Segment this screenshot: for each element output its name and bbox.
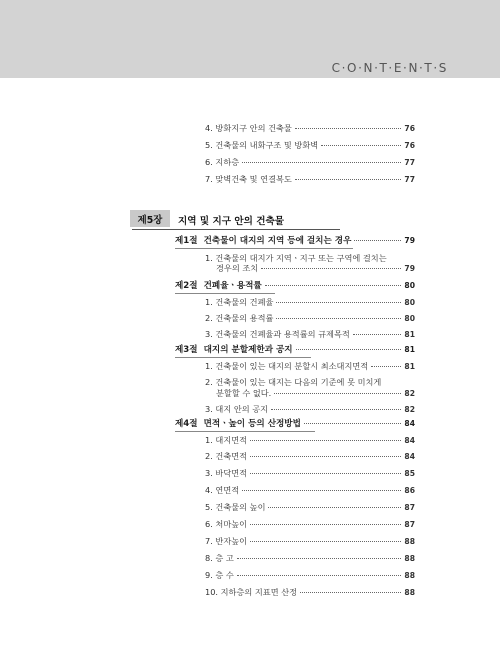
item-label: 건축물의 건폐율 bbox=[215, 297, 274, 307]
section-divider bbox=[175, 293, 275, 294]
item-number: 10. bbox=[205, 587, 219, 597]
item-page: 84 bbox=[404, 436, 415, 445]
item-page: 76 bbox=[404, 124, 415, 133]
item-number: 2. bbox=[205, 377, 213, 387]
item-label: 지하층 bbox=[215, 157, 240, 167]
item-label: 층 고 bbox=[215, 553, 234, 563]
section-page: 79 bbox=[404, 236, 415, 245]
section-divider bbox=[175, 431, 315, 432]
section-page: 84 bbox=[404, 419, 415, 428]
toc-item[interactable] bbox=[205, 519, 415, 530]
toc-item[interactable] bbox=[205, 570, 415, 581]
section-divider bbox=[175, 248, 353, 249]
chapter-heading[interactable] bbox=[130, 210, 340, 228]
leader-dots bbox=[237, 558, 402, 559]
item-number: 2. bbox=[205, 451, 213, 461]
leader-dots bbox=[237, 575, 402, 576]
item-label: 건축물의 내화구조 및 방화벽 bbox=[215, 140, 319, 150]
item-page: 88 bbox=[404, 554, 415, 563]
item-label: 건축면적 bbox=[215, 451, 248, 461]
item-number: 5. bbox=[205, 502, 213, 512]
leader-dots bbox=[242, 490, 401, 491]
leader-dots bbox=[295, 179, 402, 180]
toc-item[interactable] bbox=[205, 140, 415, 151]
item-page: 77 bbox=[404, 158, 415, 167]
item-page: 76 bbox=[404, 141, 415, 150]
item-page: 84 bbox=[404, 452, 415, 461]
item-page: 82 bbox=[404, 405, 415, 414]
toc-section[interactable] bbox=[175, 236, 415, 246]
item-number: 1. bbox=[205, 361, 213, 371]
leader-dots bbox=[321, 145, 401, 146]
item-page: 86 bbox=[404, 486, 415, 495]
section-title: 면적ㆍ높이 등의 산정방법 bbox=[203, 419, 301, 429]
toc-item[interactable] bbox=[205, 297, 415, 308]
chapter-divider bbox=[132, 229, 340, 230]
toc-item[interactable] bbox=[216, 388, 415, 399]
item-number: 5. bbox=[205, 140, 213, 150]
item-label: 방화지구 안의 건축물 bbox=[215, 123, 292, 133]
toc-section[interactable] bbox=[175, 419, 415, 429]
toc-item[interactable] bbox=[205, 587, 415, 598]
item-page: 88 bbox=[404, 571, 415, 580]
item-label-continued: 분할할 수 없다. bbox=[216, 388, 272, 398]
item-label: 바닥면적 bbox=[215, 468, 248, 478]
item-label: 건축물의 높이 bbox=[215, 502, 266, 512]
item-page: 88 bbox=[404, 588, 415, 597]
leader-dots bbox=[300, 592, 401, 593]
item-label: 층 수 bbox=[215, 570, 234, 580]
item-number: 1. bbox=[205, 253, 213, 263]
toc-section[interactable] bbox=[175, 345, 415, 355]
leader-dots bbox=[276, 302, 401, 303]
toc-item[interactable] bbox=[205, 157, 415, 168]
toc-item[interactable] bbox=[205, 451, 415, 462]
section-title: 건폐율ㆍ용적률 bbox=[203, 281, 262, 291]
toc-section[interactable] bbox=[175, 281, 415, 291]
chapter-number: 제5장 bbox=[130, 210, 170, 227]
item-number: 3. bbox=[205, 329, 213, 339]
item-page: 77 bbox=[404, 175, 415, 184]
item-number: 7. bbox=[205, 536, 213, 546]
item-page: 82 bbox=[404, 389, 415, 398]
item-number: 4. bbox=[205, 485, 213, 495]
toc-item[interactable] bbox=[205, 329, 415, 340]
section-page: 81 bbox=[404, 345, 415, 354]
item-number: 9. bbox=[205, 570, 213, 580]
item-page: 81 bbox=[404, 362, 415, 371]
toc-item-line[interactable] bbox=[205, 377, 381, 387]
item-label: 반자높이 bbox=[215, 536, 248, 546]
toc-item[interactable] bbox=[205, 553, 415, 564]
leader-dots bbox=[261, 268, 401, 269]
section-divider bbox=[175, 357, 311, 358]
item-number: 4. bbox=[205, 123, 213, 133]
item-number: 8. bbox=[205, 553, 213, 563]
leader-dots bbox=[250, 541, 401, 542]
toc-item[interactable] bbox=[205, 485, 415, 496]
leader-dots bbox=[250, 473, 401, 474]
section-number: 제2절 bbox=[175, 281, 198, 291]
item-label: 맞벽건축 및 연결복도 bbox=[215, 174, 292, 184]
leader-dots bbox=[354, 240, 401, 241]
item-page: 88 bbox=[404, 537, 415, 546]
section-number: 제4절 bbox=[175, 419, 198, 429]
item-label: 처마높이 bbox=[215, 519, 248, 529]
item-label: 건축물의 용적률 bbox=[215, 313, 274, 323]
leader-dots bbox=[371, 366, 401, 367]
toc-item[interactable] bbox=[205, 468, 415, 479]
toc-item[interactable] bbox=[205, 313, 415, 324]
item-label: 건축물이 있는 대지의 분할시 최소대지면적 bbox=[215, 361, 369, 371]
leader-dots bbox=[250, 456, 401, 457]
item-label: 지하층의 지표면 산정 bbox=[220, 587, 298, 597]
toc-item[interactable] bbox=[205, 502, 415, 513]
toc-item[interactable] bbox=[205, 435, 415, 446]
item-page: 87 bbox=[404, 520, 415, 529]
leader-dots bbox=[304, 423, 402, 424]
leader-dots bbox=[353, 334, 402, 335]
item-page: 81 bbox=[404, 330, 415, 339]
toc-item[interactable] bbox=[205, 361, 415, 372]
item-label-continued: 경우의 조치 bbox=[216, 263, 259, 273]
contents-title: C·O·N·T·E·N·T·S bbox=[331, 61, 448, 75]
item-label: 건축물이 있는 대지는 다음의 기준에 못 미치게 bbox=[215, 377, 382, 387]
item-label: 건축물의 건폐율과 용적률의 규제목적 bbox=[215, 329, 350, 339]
item-page: 85 bbox=[404, 469, 415, 478]
item-number: 1. bbox=[205, 297, 213, 307]
leader-dots bbox=[276, 318, 401, 319]
leader-dots bbox=[265, 285, 402, 286]
item-page: 79 bbox=[404, 264, 415, 273]
item-number: 7. bbox=[205, 174, 213, 184]
leader-dots bbox=[242, 162, 401, 163]
item-number: 2. bbox=[205, 313, 213, 323]
toc-item[interactable] bbox=[205, 404, 415, 415]
item-number: 6. bbox=[205, 157, 213, 167]
chapter-title: 지역 및 지구 안의 건축물 bbox=[178, 216, 285, 227]
toc-item[interactable] bbox=[205, 123, 415, 134]
item-number: 3. bbox=[205, 468, 213, 478]
item-label: 연면적 bbox=[215, 485, 240, 495]
leader-dots bbox=[296, 349, 402, 350]
item-label: 대지면적 bbox=[215, 435, 248, 445]
item-page: 87 bbox=[404, 503, 415, 512]
section-title: 건축물이 대지의 지역 등에 걸치는 경우 bbox=[203, 236, 352, 246]
toc-item[interactable] bbox=[216, 263, 415, 274]
section-page: 80 bbox=[404, 281, 415, 290]
leader-dots bbox=[250, 524, 401, 525]
toc-item-line[interactable] bbox=[205, 253, 387, 263]
leader-dots bbox=[271, 409, 401, 410]
item-number: 3. bbox=[205, 404, 213, 414]
item-label: 대지 안의 공지 bbox=[215, 404, 269, 414]
section-title: 대지의 분할제한과 공지 bbox=[203, 345, 293, 355]
item-number: 1. bbox=[205, 435, 213, 445]
item-label: 건축물의 대지가 지역ㆍ지구 또는 구역에 걸치는 bbox=[215, 253, 387, 263]
item-page: 80 bbox=[404, 314, 415, 323]
section-number: 제3절 bbox=[175, 345, 198, 355]
leader-dots bbox=[274, 393, 401, 394]
toc-item[interactable] bbox=[205, 536, 415, 547]
leader-dots bbox=[295, 128, 402, 129]
toc-item[interactable] bbox=[205, 174, 415, 185]
item-number: 6. bbox=[205, 519, 213, 529]
leader-dots bbox=[250, 440, 401, 441]
leader-dots bbox=[268, 507, 401, 508]
section-number: 제1절 bbox=[175, 236, 198, 246]
item-page: 80 bbox=[404, 298, 415, 307]
